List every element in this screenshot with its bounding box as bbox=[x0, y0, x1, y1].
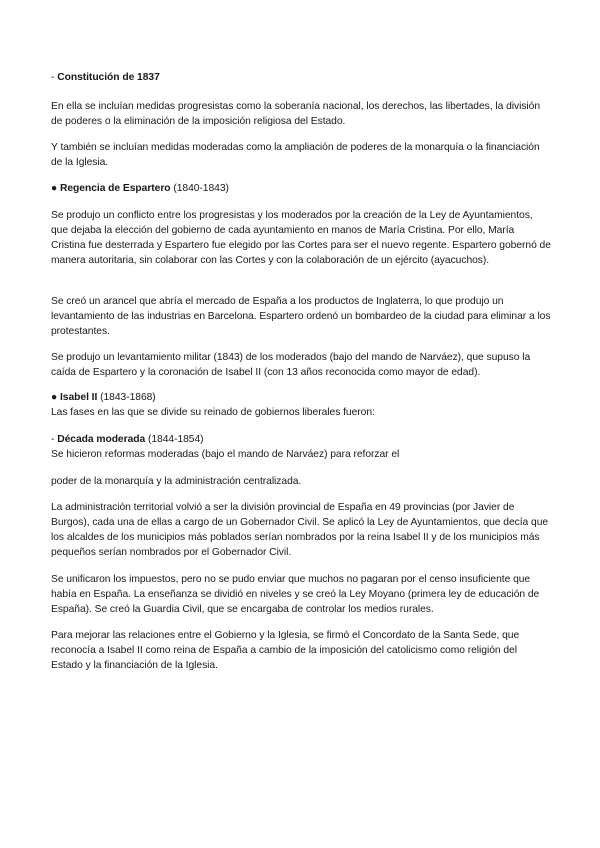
paragraph: poder de la monarquía y la administración centralizada. bbox=[51, 476, 302, 487]
heading-title: Isabel II bbox=[59, 392, 98, 403]
heading-years: (1844-1854) bbox=[145, 434, 204, 445]
paragraph: Se produjo un conflicto entre los progresistas y los moderados por la creación de la Ley de Ayuntamientos, que dejaba la elección del gobierno de cada ayuntamiento en manos de María Cristina. Por ello, María Cristina fue desterrada y Espartero fue elegido por las Cortes para ser el nuevo regente. Espartero gobernó de manera autoritaria, sin colaborar con las Cortes y con la colaboración de un ejército (ayacuchos). bbox=[51, 210, 551, 266]
bullet: ● bbox=[51, 183, 60, 194]
heading-title: Regencia de Espartero bbox=[59, 183, 171, 194]
heading-prefix: - bbox=[51, 434, 58, 445]
heading-prefix: - bbox=[51, 72, 58, 83]
paragraph: Se unificaron los impuestos, pero no se pudo enviar que muchos no pagaran por el censo insuficiente que había en España. La enseñanza se dividió en niveles y se creó la Ley Moyano (primera ley de educación de España). Se creó la Guardia Civil, que se encargaba de controlar los medios rurales. bbox=[51, 574, 540, 615]
paragraph: Se produjo un levantamiento militar (1843) de los moderados (bajo del mando de Narváez), que supuso la caída de Espartero y la coronación de Isabel II (con 13 años reconocida como mayor de edad). bbox=[51, 352, 531, 378]
paragraph: Se creó un arancel que abría el mercado de España a los productos de Inglaterra, lo que produjo un levantamiento de las industrias en Barcelona. Espartero ordenó un bombardeo de la ciudad para eliminar a los protestantes. bbox=[51, 296, 551, 337]
heading-years: (1843-1868) bbox=[97, 392, 156, 403]
paragraph: La administración territorial volvió a ser la división provincial de España en 49 provincias (por Javier de Burgos), cada una de ellas a cargo de un Gobernador Civil. Se aplicó la Ley de Ayuntamientos, que decía que los alcaldes de los municipios más poblados serían nombrados por la reina Isabel II y de los municipios más pequeños serían nombrados por el Gobernador Civil. bbox=[51, 502, 549, 558]
paragraph: Y también se incluían medidas moderadas como la ampliación de poderes de la monarquía o la financiación de la Iglesia. bbox=[51, 142, 540, 168]
paragraph: Para mejorar las relaciones entre el Gobierno y la Iglesia, se firmó el Concordato de la Santa Sede, que reconocía a Isabel II como reina de España a cambio de la imposición del catolicismo como religión del Estado y la financiación de la Iglesia. bbox=[51, 630, 520, 671]
heading-subline: Se hicieron reformas moderadas (bajo el mando de Narváez) para reforzar el bbox=[51, 449, 400, 460]
heading-isabel-ii bbox=[51, 390, 551, 420]
paragraph: En ella se incluían medidas progresistas como la soberanía nacional, los derechos, las libertades, la división de poderes o la eliminación de la imposición religiosa del Estado. bbox=[51, 101, 541, 127]
heading-regencia-espartero bbox=[51, 181, 551, 196]
heading-title: Constitución de 1837 bbox=[57, 72, 160, 83]
heading-years: (1840-1843) bbox=[170, 183, 229, 194]
bullet: ● bbox=[51, 392, 60, 403]
heading-subline: Las fases en las que se divide su reinado de gobiernos liberales fueron: bbox=[51, 407, 375, 418]
heading-constitucion-1837 bbox=[51, 70, 551, 85]
heading-title: Década moderada bbox=[57, 434, 146, 445]
heading-decada-moderada bbox=[51, 432, 551, 462]
